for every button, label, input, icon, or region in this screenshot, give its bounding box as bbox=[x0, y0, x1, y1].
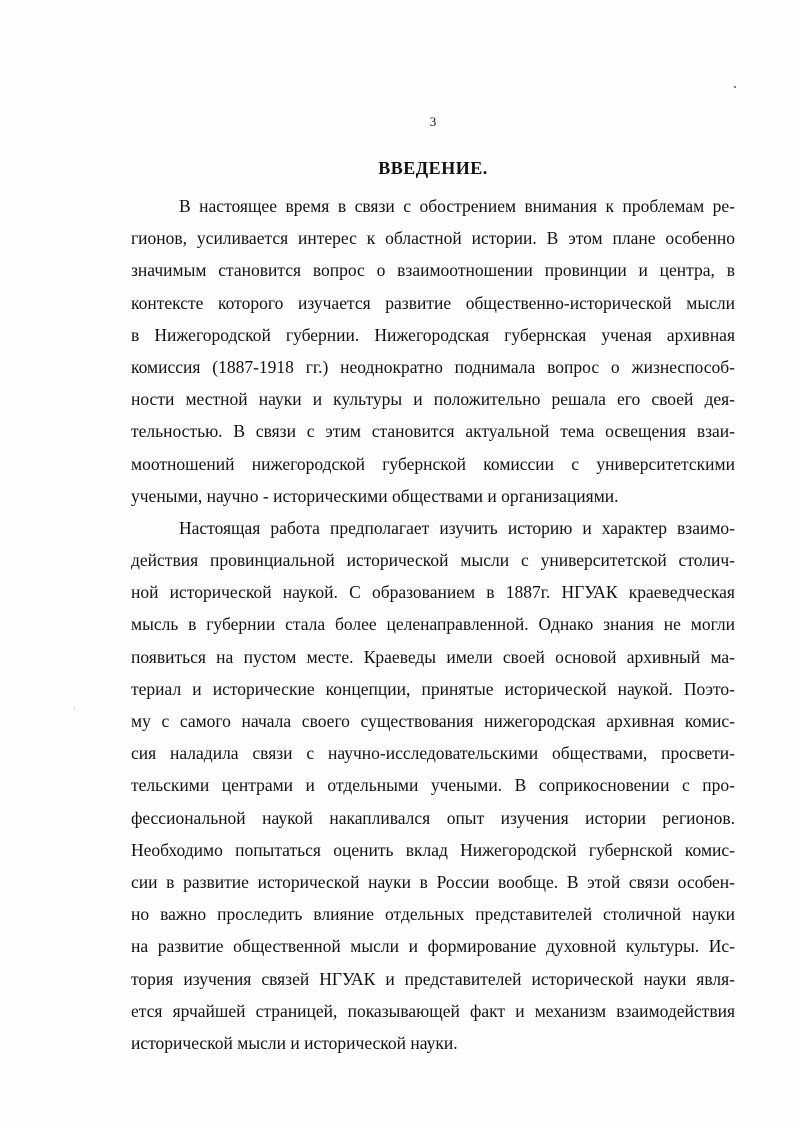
text-line: В настоящее время в связи с обострением внимания к проблемам ре- bbox=[179, 196, 735, 216]
text-line: ности местной науки и культуры и положительно решала его своей дея- bbox=[131, 389, 735, 410]
text-line: комиссия (1887-1918 гг.) неоднократно поднимала вопрос о жизнеспособ- bbox=[131, 356, 735, 377]
scan-speck bbox=[74, 708, 75, 709]
text-line: му с самого начала своего существования нижегородская архивная комис- bbox=[131, 711, 735, 731]
paragraph bbox=[131, 512, 735, 1059]
text-line: моотношений нижегородской губернской комиссии с университетскими bbox=[131, 453, 735, 474]
text-line: мысль в губернии стала более целенаправленной. Однако знания не могли bbox=[131, 614, 735, 635]
text-line: в Нижегородской губернии. Нижегородская губернская ученая архивная bbox=[131, 324, 735, 345]
page-title: ВВЕДЕНИЕ. bbox=[378, 158, 488, 178]
text-line: ной исторической наукой. С образованием в 1887г. НГУАК краеведческая bbox=[131, 582, 735, 603]
text-line: тельскими центрами и отдельными учеными. В соприкосновении с про- bbox=[131, 775, 735, 796]
text-line: фессиональной наукой накапливался опыт изучения истории регионов. bbox=[131, 807, 735, 828]
text-line: Необходимо попытаться оценить вклад Нижегородской губернской комис- bbox=[131, 839, 735, 860]
text-line: гионов, усиливается интерес к областной истории. В этом плане особенно bbox=[131, 228, 735, 249]
page-number: 3 bbox=[429, 114, 437, 129]
body-text bbox=[131, 190, 735, 1059]
text-line: на развитие общественной мысли и формирование духовной культуры. Ис- bbox=[131, 936, 735, 957]
text-line: Настоящая работа предполагает изучить историю и характер взаимо- bbox=[179, 517, 735, 538]
scan-speck bbox=[734, 86, 736, 88]
text-line: контексте которого изучается развитие общественно-исторической мысли bbox=[131, 292, 735, 313]
text-line: териал и исторические концепции, принятые исторической наукой. Поэто- bbox=[131, 678, 735, 699]
paragraph bbox=[131, 190, 735, 512]
text-line: исторической мысли и исторической науки. bbox=[131, 1032, 458, 1053]
text-line: учеными, научно - историческими обществами и организациями. bbox=[131, 485, 619, 506]
text-line: сии в развитие исторической науки в России вообще. В этой связи особен- bbox=[131, 871, 735, 892]
text-line: действия провинциальной исторической мысли с университетской столич- bbox=[131, 550, 735, 571]
text-line: ется ярчайшей страницей, показывающей факт и механизм взаимодействия bbox=[131, 1000, 735, 1021]
text-line: значимым становится вопрос о взаимоотношении провинции и центра, в bbox=[131, 260, 735, 281]
text-line: тельностью. В связи с этим становится актуальной тема освещения взаи- bbox=[131, 421, 735, 442]
text-line: тория изучения связей НГУАК и представителей исторической науки явля- bbox=[131, 968, 735, 989]
text-line: но важно проследить влияние отдельных представителей столичной науки bbox=[131, 904, 735, 925]
text-line: появиться на пустом месте. Краеведы имели своей основой архивный ма- bbox=[131, 646, 735, 667]
text-line: сия наладила связи с научно-исследовательскими обществами, просвети- bbox=[131, 743, 735, 764]
